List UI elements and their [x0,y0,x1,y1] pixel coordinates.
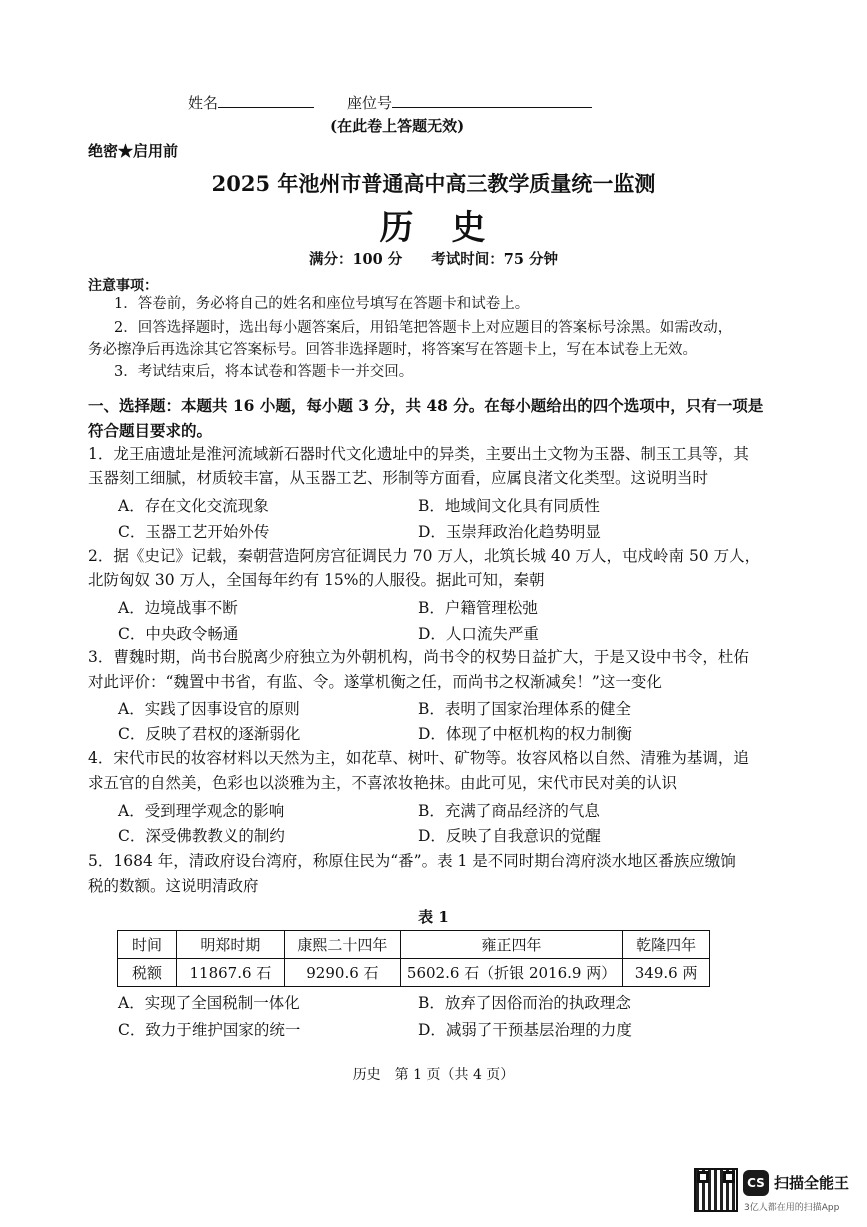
table-header-row [118,931,710,959]
question-text: 1．龙王庙遗址是淮河流域新石器时代文化遗址中的异类，主要出土文物为玉器、制玉工具等，其 [88,445,749,463]
name-field [188,92,314,113]
table-header-cell: 乾隆四年 [623,931,710,959]
option-c: C．反映了君权的逐渐弱化 [118,725,301,743]
qr-code-icon [694,1168,738,1212]
table-caption: 表 1 [418,908,449,926]
option-d: D．反映了自我意识的觉醒 [418,827,601,845]
seat-label: 座位号 [347,94,393,112]
option-c: C．深受佛教教义的制约 [118,827,285,845]
option-d: D．人口流失严重 [418,625,539,643]
page-footer: 历史 第 1 页（共 4 页） [352,1067,515,1083]
question-text: 北防匈奴 30 万人，全国每年约有 15%的人服役。据此可知，秦朝 [88,571,545,589]
question-text: 税的数额。这说明清政府 [88,877,259,895]
notice-item: 3．考试结束后，将本试卷和答题卡一并交回。 [114,364,414,380]
seat-blank [392,106,592,108]
seat-field [347,92,592,113]
score-time: 满分：100 分 考试时间：75 分钟 [308,251,559,268]
table-row [118,959,710,987]
question-text: 2．据《史记》记载，秦朝营造阿房宫征调民力 70 万人，北筑长城 40 万人，屯戍岭南 50 万人， [88,547,761,565]
option-d: D．体现了中枢机构的权力制衡 [418,725,632,743]
option-a: A．实现了全国税制一体化 [118,994,300,1012]
table-cell: 9290.6 石 [284,959,400,987]
table-cell: 11867.6 石 [176,959,284,987]
option-b: B．充满了商品经济的气息 [418,802,600,820]
table-header-cell: 康熙二十四年 [284,931,400,959]
option-d: D．玉崇拜政治化趋势明显 [418,523,601,541]
notice-item: 务必擦净后再选涂其它答案标号。回答非选择题时，将答案写在答题卡上，写在本试卷上无效。 [88,342,697,358]
table-header-cell: 明郑时期 [176,931,284,959]
option-c: C．玉器工艺开始外传 [118,523,270,541]
option-d: D．减弱了干预基层治理的力度 [418,1021,632,1039]
name-label: 姓名 [188,94,219,112]
name-blank [218,106,314,108]
secret-mark: 绝密★启用前 [88,142,179,160]
notice-title: 注意事项： [88,278,158,294]
exam-title: 2025 年池州市普通高中高三教学质量统一监测 [211,171,656,196]
option-b: B．表明了国家治理体系的健全 [418,700,631,718]
scanner-tagline: 3亿人都在用的扫描App [744,1203,840,1213]
option-a: A．边境战事不断 [118,599,238,617]
option-c: C．致力于维护国家的统一 [118,1021,301,1039]
question-text: 5．1684 年，清政府设台湾府，称原住民为“番”。表 1 是不同时期台湾府淡水地区番族应缴饷 [88,852,736,870]
table-cell: 税额 [118,959,177,987]
option-c: C．中央政令畅通 [118,625,239,643]
question-text: 4．宋代市民的妆容材料以天然为主，如花草、树叶、矿物等。妆容风格以自然、清雅为基调，追 [88,749,749,767]
option-a: A．受到理学观念的影响 [118,802,285,820]
tax-table [117,930,710,987]
option-b: B．地域间文化具有同质性 [418,497,600,515]
question-text: 求五官的自然美，色彩也以淡雅为主，不喜浓妆艳抹。由此可见，宋代市民对美的认识 [88,774,678,792]
table-header-cell: 雍正四年 [400,931,622,959]
option-b: B．放弃了因俗而治的执政理念 [418,994,631,1012]
section-heading: 符合题目要求的。 [88,421,213,440]
table-header-cell: 时间 [118,931,177,959]
section-heading: 一、选择题：本题共 16 小题，每小题 3 分，共 48 分。在每小题给出的四个选项中，只有一项是 [88,396,764,415]
option-a: A．存在文化交流现象 [118,497,269,515]
notice-item: 1．答卷前，务必将自己的姓名和座位号填写在答题卡和试卷上。 [114,296,530,312]
subject-title: 历 史 [379,208,488,248]
table-cell: 349.6 两 [623,959,710,987]
question-text: 3．曹魏时期，尚书台脱离少府独立为外朝机构，尚书令的权势日益扩大，于是又设中书令，杜佑 [88,648,749,666]
table-cell: 5602.6 石（折银 2016.9 两） [400,959,622,987]
question-text: 玉器刻工细腻，材质较丰富，从玉器工艺、形制等方面看，应属良渚文化类型。这说明当时 [88,469,709,487]
camscanner-logo-icon: CS [743,1170,769,1196]
scanner-app-name: 扫描全能王 [774,1174,850,1192]
invalid-note: (在此卷上答题无效) [330,117,465,135]
option-a: A．实践了因事设官的原则 [118,700,300,718]
option-b: B．户籍管理松弛 [418,599,538,617]
notice-item: 2．回答选择题时，选出每小题答案后，用铅笔把答题卡上对应题目的答案标号涂黑。如需改动， [114,320,733,336]
question-text: 对此评价：“魏置中书省，有监、令。遂掌机衡之任，而尚书之权渐减矣！”这一变化 [88,673,662,691]
